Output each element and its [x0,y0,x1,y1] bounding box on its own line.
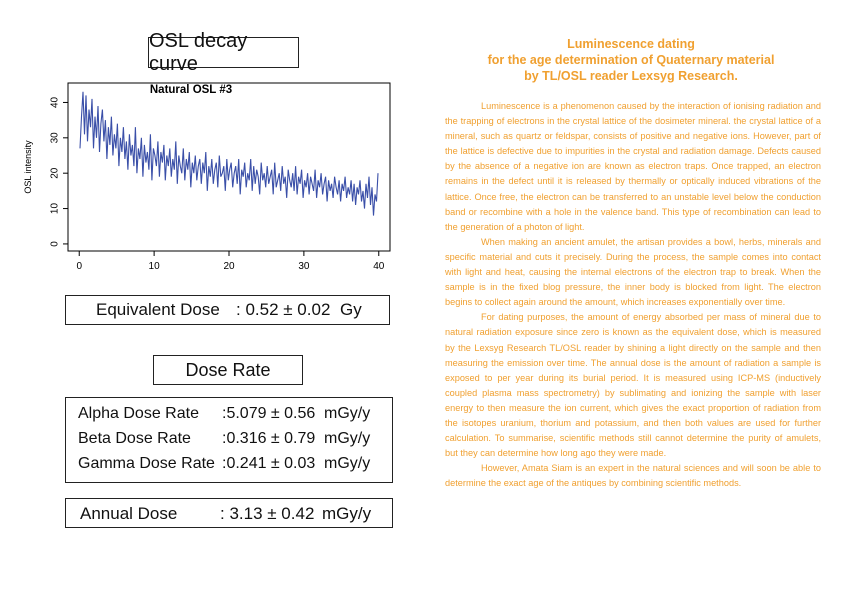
dose-rate-label: Alpha Dose Rate [78,405,199,422]
annual-dose-label: Annual Dose [80,504,178,523]
chart-title: Natural OSL #3 [149,84,233,96]
x-tick-label: 0 [76,261,83,272]
dose-rate-title: Dose Rate [185,359,271,380]
annual-dose-box [65,498,393,528]
y-tick-label: 0 [49,241,61,247]
article-paragraph: When making an ancient amulet, the artisan provides a bowl, herbs, minerals and specific material and cuts it precisely. During the process, the sample comes into contact with light and heat, causing the internal electrons of the electron trap to break. When the sample is in the fixed blog pressure, the inner body is blocked from light. The electron begins to collect again around the amount, which increases exponentially over time. [445,236,821,308]
article-body [445,99,821,491]
plot-frame [68,83,390,251]
article-paragraph: Luminescence is a phenomenon caused by the interaction of ionising radiation and the trapping of electrons in the crystal lattice of the dosimeter mineral. the crystal lattice of a mineral, such as quartz or feldspar, consists of positive and negative ions. However, part of the lattice is defective due to impurities in the crystal and radiation damage. Defects caused by the absence of a negative ion are known as electron traps. Once trapped, an electron remains in the defect until it is released by thermally or optically induced vibrations of the lattice. Once free, the electron can be transferred to an unstable level below the conduction band or recombine with a hole in the valence band. This type of recombination can lead to the generation of a photon of light. [445,101,821,232]
article-title [440,36,822,84]
dose-rate-title-box [153,355,303,385]
dose-rate-unit: mGy/y [324,455,371,472]
dose-rate-value: :0.241 ± 0.03 [222,455,316,472]
osl-title: OSL decay curve [149,29,248,75]
article-title-line: by TL/OSL reader Lexsyg Research. [524,69,738,83]
y-tick-label: 40 [49,96,61,109]
x-tick-label: 30 [298,261,310,272]
osl-chart [18,75,398,285]
x-tick-label: 20 [223,261,235,272]
dose-rate-unit: mGy/y [324,430,371,447]
y-tick-label: 30 [49,132,61,144]
y-tick-label: 20 [49,167,61,179]
x-tick-label: 10 [148,261,160,272]
article-paragraph: However, Amata Siam is an expert in the natural sciences and will soon be able to determine the exact age of the antiques by combining scientific methods. [445,463,821,489]
y-axis-label: OSL intensity [23,140,33,194]
dose-rate-label: Beta Dose Rate [78,430,191,447]
dose-rate-unit: mGy/y [324,405,371,422]
dose-rates-box [65,397,393,483]
article-paragraph: For dating purposes, the amount of energy absorbed per mass of mineral due to natural radiation exposure since zero is known as the equivalent dose, which is measured by the Lexsyg Research TL/OSL reader by shining a light directly on the sample and then measuring the emission over time. The annual dose is the amount of radiation a sample is exposed to per year during its burial period. It is measured using ICP-MS (inductively coupled plasma mass spectrometry) by sublimating and ionizing the sample with laser energy to then measure the ion current, which gives the exact proportion of radiation from the isotopes uranium, thorium and potassium, and then both values are used for further calculation. To summarise, scientific methods still cannot determine the purity of amulets, but they can determine how long ago they were made. [445,312,821,459]
equivalent-dose-unit: Gy [340,300,362,319]
article-title-line: for the age determination of Quaternary material [487,53,775,67]
osl-title-box [148,29,299,75]
equivalent-dose-box [65,295,390,325]
article-title-line: Luminescence dating [567,37,695,51]
annual-dose-unit: mGy/y [322,504,372,523]
y-tick-label: 10 [49,202,61,215]
equivalent-dose-value: : 0.52 ± 0.02 [236,300,331,319]
dose-rate-value: :0.316 ± 0.79 [222,430,316,447]
annual-dose-value: : 3.13 ± 0.42 [220,504,315,523]
dose-rate-value: :5.079 ± 0.56 [222,405,316,422]
osl-series-line [80,92,378,216]
dose-rate-label: Gamma Dose Rate [78,455,215,472]
x-tick-label: 40 [373,261,385,272]
equivalent-dose-label: Equivalent Dose [96,300,220,319]
